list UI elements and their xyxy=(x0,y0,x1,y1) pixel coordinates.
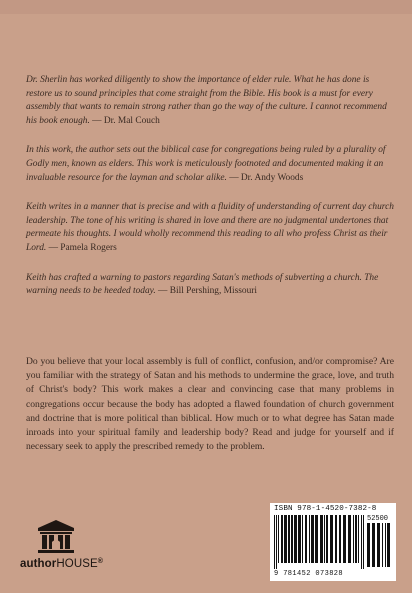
endorsement-quote: Keith writes in a manner that is precise and with a fluidity of understanding of current day church leadership. The tone of his writing is shared in love and there are no judgmental undertones that permeate his thoughts. I would wholly recommend this reading to all who profess Christ as their Lord. xyxy=(26,202,394,253)
barcode-bar xyxy=(278,515,279,563)
barcode-bar xyxy=(382,523,383,567)
barcode-bar xyxy=(335,515,337,563)
barcode-bar xyxy=(274,515,275,569)
endorsement-attribution: — Pamela Rogers xyxy=(48,242,117,253)
barcode-bar xyxy=(326,515,328,563)
endorsement-quote: Dr. Sherlin has worked diligently to show the importance of elder rule. What he has done is restore us to sound principles that come straight from the Bible. His book is a must for every assembly that wants to remain strong rather than go the way of the culture. I cannot recommend his book enough. xyxy=(26,75,387,126)
barcode-bar xyxy=(377,523,380,567)
endorsement xyxy=(26,74,394,128)
barcode-bar xyxy=(358,515,359,563)
barcode-digits: 9 781452 073828 xyxy=(274,570,344,578)
barcode-bar xyxy=(361,515,362,569)
publisher-logo xyxy=(20,519,120,579)
endorsement xyxy=(26,201,394,255)
barcode-bar xyxy=(281,515,283,563)
endorsement xyxy=(26,144,394,185)
book-description: Do you believe that your local assembly is full of conflict, confusion, and/or compromise? Are you familiar with the strategy of Satan and his methods to undermine the grace, love, and truth of Christ's body? This work makes a clear and convincing case that many problems in congregations occur because the body has adopted a flawed foundation of church government and doctrine that is more political than biblical. How much or to what degree has Satan made inroads into your spiritual family and leadership body? Read and judge for yourself and if necessary seek to apply the prescribed remedy to the problem. xyxy=(26,356,394,453)
top-edge-band xyxy=(0,0,412,14)
isbn-barcode xyxy=(270,503,396,581)
barcode-bar xyxy=(330,515,333,563)
barcode-bar xyxy=(367,523,370,567)
barcode-bar xyxy=(387,523,390,567)
addon-code: 52500 xyxy=(367,515,389,523)
barcode-bar xyxy=(324,515,325,563)
barcode-bar xyxy=(294,515,297,563)
barcode-bar xyxy=(291,515,293,563)
barcode-bar xyxy=(339,515,341,563)
barcode-bar xyxy=(302,515,303,563)
barcode-bar xyxy=(343,515,346,563)
barcode-bar xyxy=(288,515,290,563)
authorhouse-building-logo-icon xyxy=(36,519,76,553)
barcode-bar xyxy=(363,515,364,569)
endorsement-quote: Keith has crafted a warning to pastors regarding Satan's methods of subverting a church. The warning needs to be heeded today. xyxy=(26,272,379,297)
barcode-bar xyxy=(315,515,318,563)
addon-barcode-bars xyxy=(367,523,393,577)
publisher-name: authorHOUSE® xyxy=(20,558,104,570)
barcode-bar xyxy=(348,515,351,563)
barcode-bar xyxy=(305,515,307,563)
barcode-bar xyxy=(320,515,323,563)
endorsement-attribution: — Bill Pershing, Missouri xyxy=(158,286,257,297)
endorsement-attribution: — Dr. Mal Couch xyxy=(92,115,160,126)
barcode-bar xyxy=(372,523,375,567)
endorsement xyxy=(26,272,394,299)
barcode-bar xyxy=(284,515,287,563)
endorsements xyxy=(26,74,394,315)
barcode-bar xyxy=(276,515,277,569)
endorsement-quote: In this work, the author sets out the biblical case for congregations being ruled by a plurality of Godly men, known as elders. This work is meticulously footnoted and documented making it an invaluable resource for the layman and scholar alike. xyxy=(26,145,386,183)
isbn-label: ISBN 978-1-4520-7382-8 xyxy=(274,505,377,513)
endorsement-attribution: — Dr. Andy Woods xyxy=(229,172,304,183)
barcode-bar xyxy=(298,515,301,563)
ean-barcode-bars xyxy=(274,515,364,569)
barcode-bar xyxy=(309,515,310,563)
barcode-bar xyxy=(311,515,314,563)
barcode-bar xyxy=(355,515,357,563)
barcode-bar xyxy=(353,515,354,563)
barcode-bar xyxy=(385,523,386,567)
